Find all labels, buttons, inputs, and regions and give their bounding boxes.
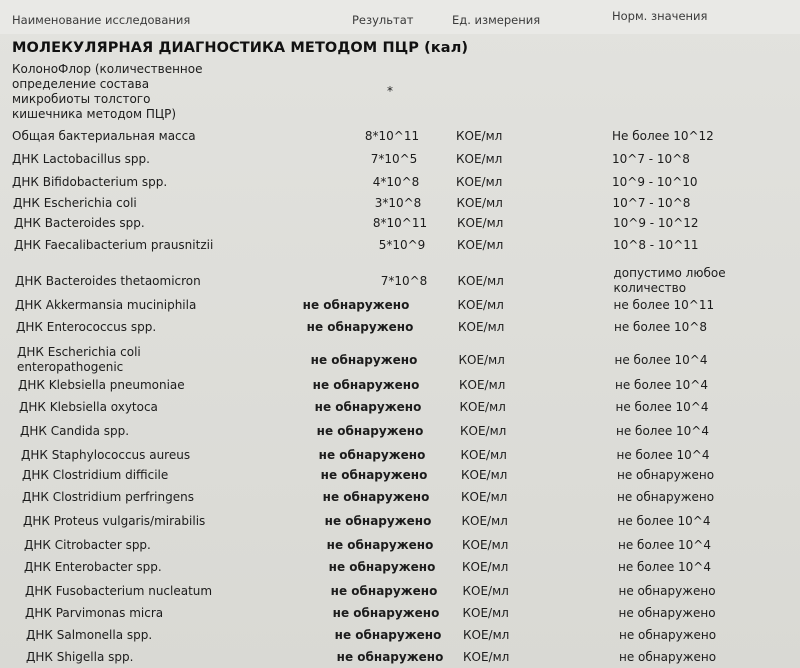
- test-name: [25, 606, 163, 621]
- norm-value: [618, 560, 711, 575]
- test-name: [15, 298, 196, 313]
- unit-value: КОЕ/мл: [457, 238, 504, 252]
- unit-value: КОЕ/мл: [462, 584, 509, 598]
- norm-value: [614, 266, 726, 296]
- norm-value-line: не обнаружено: [617, 490, 715, 504]
- test-name-line: ДНК Clostridium perfringens: [22, 490, 194, 504]
- test-name-line: определение состава: [12, 77, 150, 91]
- result-value: не обнаружено: [328, 560, 436, 574]
- test-name-line: ДНК Lactobacillus spp.: [12, 152, 150, 166]
- test-name-line: ДНК Enterococcus spp.: [16, 320, 157, 334]
- test-name-line: ДНК Candida spp.: [20, 424, 130, 438]
- norm-value-line: 10^9 - 10^10: [612, 175, 698, 189]
- result-value: *: [387, 84, 393, 98]
- unit-value: КОЕ/мл: [462, 538, 509, 552]
- norm-value-line: 10^9 - 10^12: [613, 216, 699, 230]
- header-result: Результат: [352, 13, 414, 27]
- unit-value: КОЕ/мл: [456, 175, 503, 189]
- norm-value: [618, 514, 711, 529]
- test-name: [26, 650, 133, 665]
- norm-value-line: 10^8 - 10^11: [613, 238, 699, 252]
- norm-value-line: допустимо любое: [613, 266, 726, 280]
- norm-value-line: не более 10^4: [616, 424, 709, 438]
- test-name-line: ДНК Klebsiella oxytoca: [19, 400, 158, 414]
- result-value: 8*10^11: [364, 129, 420, 143]
- norm-value-line: 10^7 - 10^8: [612, 152, 690, 166]
- header-norm: Норм. значения: [612, 9, 708, 23]
- norm-value: [617, 490, 714, 505]
- norm-value: [615, 353, 708, 368]
- test-name-line: ДНК Citrobacter spp.: [24, 538, 151, 552]
- test-name-line: ДНК Bacteroides spp.: [14, 216, 145, 230]
- test-name-line: ДНК Klebsiella pneumoniae: [18, 378, 185, 392]
- test-name: [12, 62, 203, 122]
- norm-value-line: не обнаружено: [617, 468, 715, 482]
- norm-value-line: не обнаружено: [619, 650, 717, 664]
- norm-value: [614, 320, 707, 335]
- unit-value: КОЕ/мл: [460, 448, 507, 462]
- unit-value: КОЕ/мл: [459, 400, 506, 414]
- test-name-line: ДНК Bacteroides thetaomicron: [15, 273, 201, 288]
- norm-value: [612, 175, 698, 190]
- test-name: [23, 514, 205, 529]
- test-name-line: ДНК Bifidobacterium spp.: [12, 175, 168, 189]
- unit-value: КОЕ/мл: [460, 424, 507, 438]
- unit-value: КОЕ/мл: [463, 628, 510, 642]
- norm-value: [615, 378, 708, 393]
- norm-value: [613, 238, 699, 253]
- unit-value: КОЕ/мл: [461, 514, 508, 528]
- test-name-line: КолоноФлор (количественное: [12, 62, 203, 76]
- test-name-line: ДНК Staphylococcus aureus: [21, 448, 191, 462]
- test-name: [26, 628, 152, 643]
- unit-value: КОЕ/мл: [457, 298, 504, 312]
- result-value: 8*10^11: [372, 216, 428, 230]
- norm-value-line: не более 10^4: [615, 378, 708, 392]
- norm-value-line: не более 10^4: [617, 514, 711, 528]
- norm-value: [616, 424, 709, 439]
- unit-value: КОЕ/мл: [456, 196, 503, 210]
- unit-value: КОЕ/мл: [461, 468, 508, 482]
- test-name-line: ДНК Parvimonas micra: [25, 606, 164, 620]
- result-value: не обнаружено: [310, 352, 418, 367]
- norm-value: [617, 448, 710, 463]
- result-value: не обнаружено: [320, 468, 428, 482]
- norm-value-line: не более 10^4: [618, 560, 711, 574]
- result-value: не обнаружено: [314, 400, 422, 414]
- norm-value-line: не более 10^8: [614, 320, 707, 334]
- result-value: не обнаружено: [312, 378, 420, 392]
- norm-value-line: не более 10^4: [614, 352, 708, 367]
- result-value: не обнаружено: [330, 584, 438, 598]
- norm-value: [614, 298, 715, 313]
- test-name-line: ДНК Enterobacter spp.: [24, 560, 162, 574]
- test-name-line: enteropathogenic: [17, 360, 124, 374]
- header-test-name: Наименование исследования: [12, 13, 191, 27]
- norm-value: [617, 468, 714, 483]
- unit-value: КОЕ/мл: [456, 152, 503, 166]
- test-name-line: ДНК Fusobacterium nucleatum: [25, 584, 213, 598]
- test-name-line: ДНК Clostridium difficile: [22, 468, 169, 482]
- test-name: [22, 490, 194, 505]
- header-unit: Ед. измерения: [452, 13, 541, 27]
- test-name: [24, 538, 151, 553]
- unit-value: КОЕ/мл: [463, 650, 510, 664]
- result-value: 3*10^8: [374, 196, 422, 210]
- test-name: [14, 216, 145, 231]
- result-value: не обнаружено: [326, 538, 434, 552]
- result-value: не обнаружено: [332, 606, 440, 620]
- section-title: МОЛЕКУЛЯРНАЯ ДИАГНОСТИКА МЕТОДОМ ПЦР (кал): [12, 40, 469, 56]
- result-value: не обнаружено: [336, 650, 444, 664]
- result-value: 7*10^5: [370, 152, 418, 166]
- norm-value-line: не более 10^11: [613, 298, 715, 312]
- test-name: [25, 584, 212, 599]
- norm-value-line: не обнаружено: [619, 628, 717, 642]
- test-name: [12, 129, 196, 144]
- norm-value: [612, 129, 714, 144]
- test-name-line: ДНК Escherichia coli: [17, 345, 141, 359]
- norm-value-line: 10^7 - 10^8: [612, 196, 691, 210]
- test-name-line: ДНК Faecalibacterium prausnitzii: [14, 238, 214, 252]
- unit-value: КОЕ/мл: [458, 320, 505, 334]
- result-value: 7*10^8: [380, 273, 428, 288]
- test-name: [13, 196, 137, 211]
- norm-value-line: количество: [613, 281, 687, 295]
- test-name: [16, 320, 156, 335]
- test-name-line: ДНК Shigella spp.: [26, 650, 134, 664]
- norm-value: [616, 400, 709, 415]
- test-name: [24, 560, 162, 575]
- test-name: [15, 274, 201, 289]
- result-value: не обнаружено: [334, 628, 442, 642]
- test-name-line: Общая бактериальная масса: [12, 129, 196, 143]
- unit-value: КОЕ/мл: [457, 216, 504, 230]
- result-value: 4*10^8: [372, 175, 420, 189]
- test-name: [12, 175, 167, 190]
- norm-value-line: не более 10^4: [618, 538, 711, 552]
- norm-value-line: не обнаружено: [618, 584, 716, 598]
- result-value: не обнаружено: [302, 298, 410, 312]
- result-value: 5*10^9: [378, 238, 426, 252]
- test-name: [17, 345, 141, 375]
- norm-value-line: не более 10^4: [615, 400, 709, 414]
- norm-value-line: Не более 10^12: [612, 129, 714, 143]
- test-name: [20, 424, 129, 439]
- result-value: не обнаружено: [318, 448, 426, 462]
- unit-value: КОЕ/мл: [462, 606, 509, 620]
- result-value: не обнаружено: [316, 424, 424, 438]
- result-value: не обнаружено: [322, 490, 430, 504]
- norm-value-line: не более 10^4: [616, 448, 710, 462]
- test-name: [21, 448, 190, 463]
- test-name: [14, 238, 213, 253]
- norm-value: [619, 628, 716, 643]
- test-name-line: ДНК Proteus vulgaris/mirabilis: [23, 514, 206, 528]
- norm-value: [613, 216, 699, 231]
- test-name-line: кишечника методом ПЦР): [12, 107, 177, 121]
- test-name-line: ДНК Akkermansia muciniphila: [15, 298, 197, 312]
- norm-value: [619, 584, 716, 599]
- test-name: [12, 152, 150, 167]
- norm-value: [618, 538, 711, 553]
- unit-value: КОЕ/мл: [461, 490, 508, 504]
- test-name: [19, 400, 158, 415]
- unit-value: КОЕ/мл: [457, 273, 504, 288]
- test-name: [18, 378, 185, 393]
- test-name-line: ДНК Escherichia coli: [13, 196, 137, 210]
- norm-value: [612, 152, 690, 167]
- norm-value-line: не обнаружено: [618, 606, 716, 620]
- norm-value: [613, 196, 691, 211]
- result-value: не обнаружено: [324, 514, 432, 528]
- norm-value: [619, 606, 716, 621]
- unit-value: КОЕ/мл: [458, 352, 505, 367]
- unit-value: КОЕ/мл: [456, 129, 503, 143]
- test-name-line: микробиоты толстого: [12, 92, 151, 106]
- test-name-line: ДНК Salmonella spp.: [26, 628, 153, 642]
- norm-value: [619, 650, 716, 665]
- unit-value: КОЕ/мл: [459, 378, 506, 392]
- result-value: не обнаружено: [306, 320, 414, 334]
- test-name: [22, 468, 168, 483]
- unit-value: КОЕ/мл: [462, 560, 509, 574]
